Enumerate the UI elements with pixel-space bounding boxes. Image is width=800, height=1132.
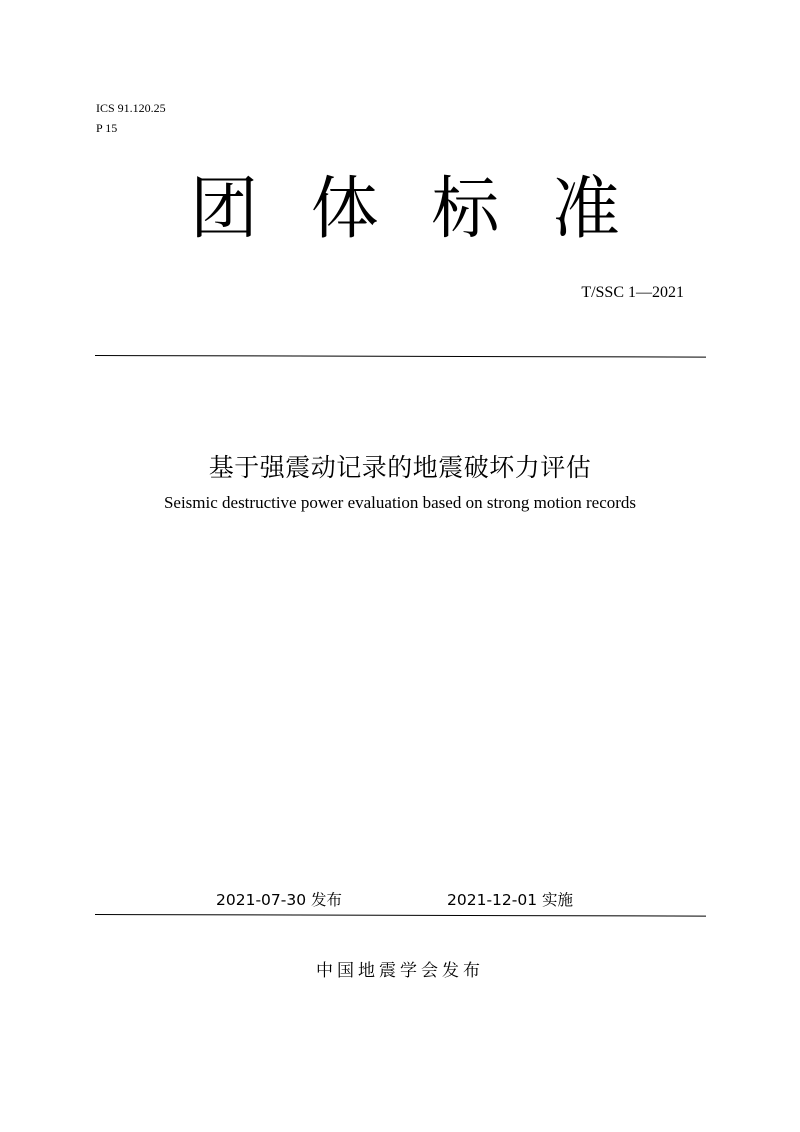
ccs-code: P 15 bbox=[96, 121, 118, 135]
bottom-divider bbox=[95, 914, 706, 917]
standard-type-heading bbox=[190, 160, 620, 260]
ics-code: ICS 91.120.25 bbox=[96, 101, 166, 115]
classification-codes bbox=[96, 98, 166, 138]
standard-number: T/SSC 1—2021 bbox=[581, 284, 684, 301]
publisher: 中国地震学会发布 bbox=[316, 961, 484, 981]
standard-type-char: 体 bbox=[310, 170, 379, 249]
document-title-chinese: 基于强震动记录的地震破坏力评估 bbox=[208, 453, 592, 482]
implementation-date: 2021-12-01 实施 bbox=[447, 891, 574, 909]
standard-type-char: 团 bbox=[190, 170, 259, 249]
document-title-english: Seismic destructive power evaluation based on strong motion records bbox=[163, 493, 637, 512]
top-divider bbox=[95, 355, 706, 358]
standard-type-char: 标 bbox=[431, 170, 500, 249]
standard-type-char: 准 bbox=[551, 170, 620, 249]
issue-date: 2021-07-30 发布 bbox=[216, 891, 343, 909]
